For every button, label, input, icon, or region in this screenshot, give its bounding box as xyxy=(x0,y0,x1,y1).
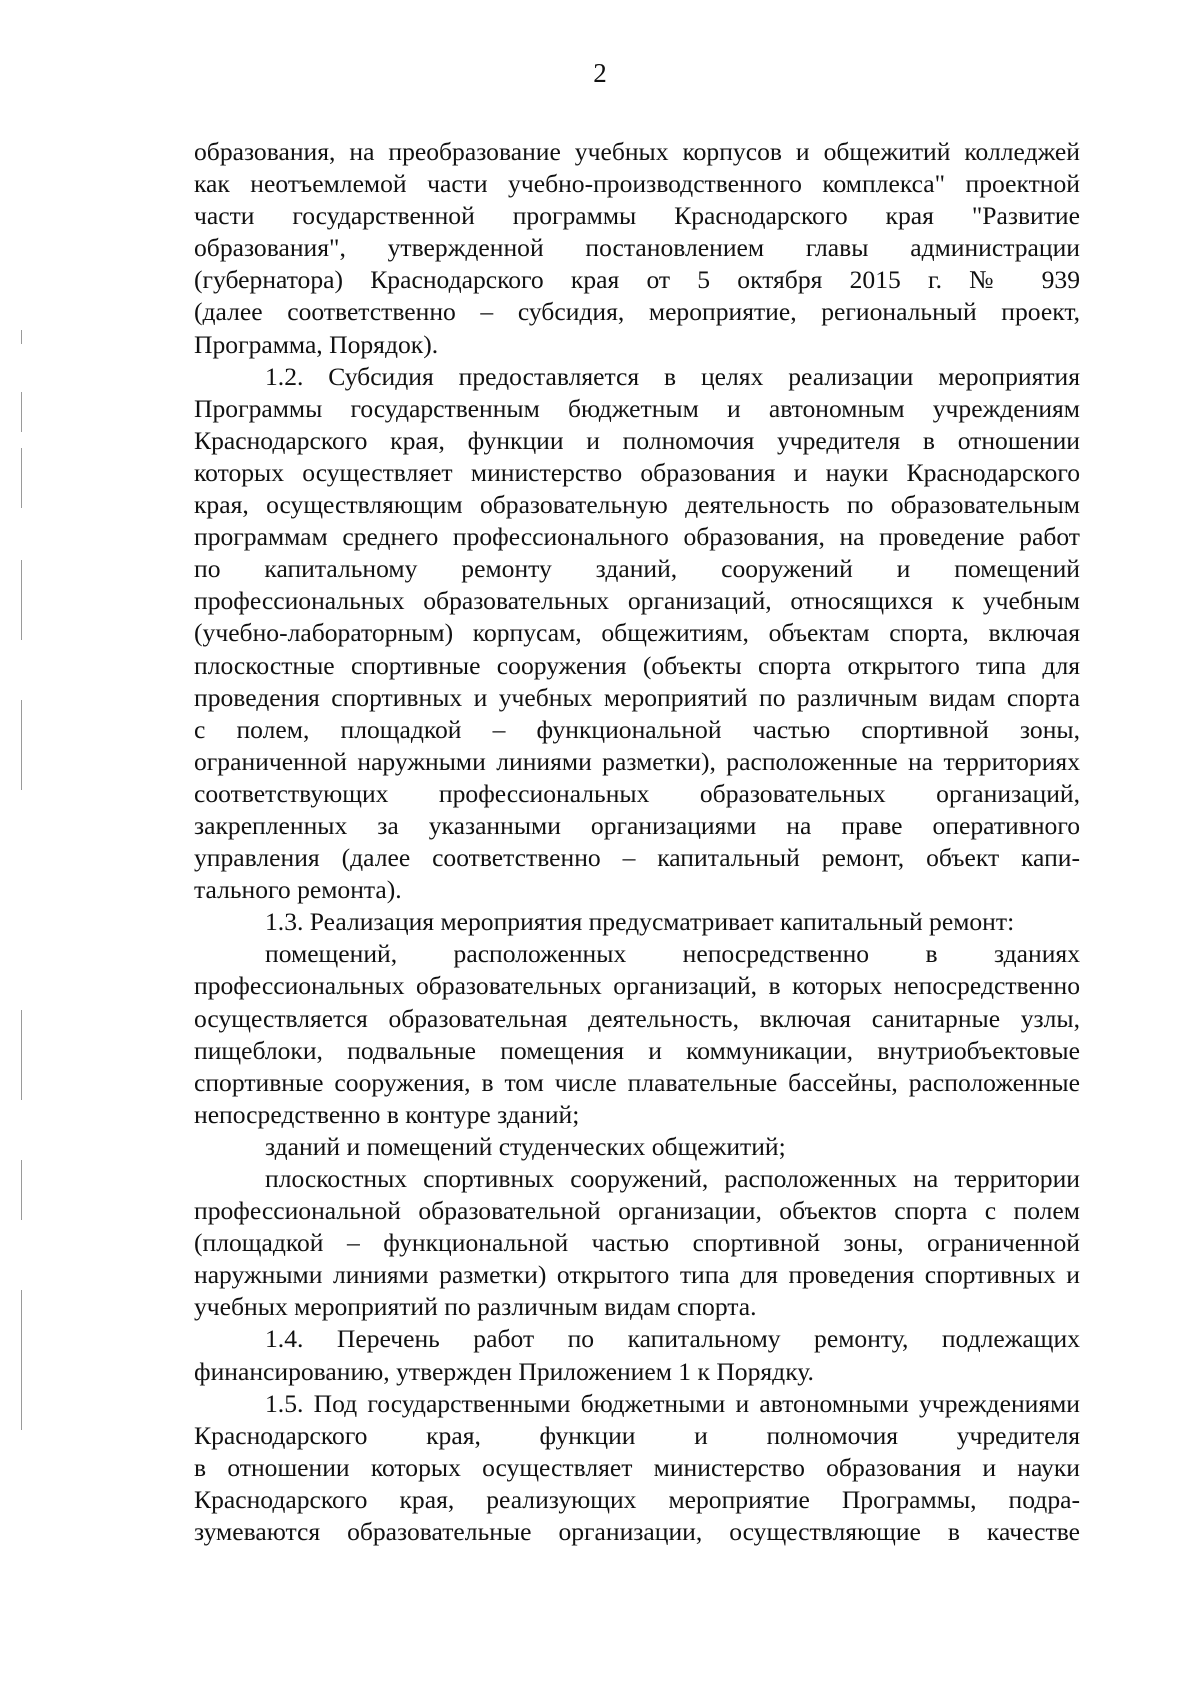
page-number: 2 xyxy=(593,58,607,88)
scan-margin-mark xyxy=(21,1010,22,1100)
text-line: с полем, площадкой – функциональной частью спортивной зоны, xyxy=(194,714,1080,744)
text-line: профессиональных образовательных организаций, в которых непосредственно xyxy=(194,971,1080,1001)
text-line: программам среднего профессионального образования, на проведение работ xyxy=(194,522,1080,552)
text-line: непосредственно в контуре зданий; xyxy=(194,1099,580,1129)
scan-margin-mark xyxy=(21,330,22,344)
text-line: наружными линиями разметки) открытого типа для проведения спортивных и xyxy=(194,1260,1080,1290)
text-line: Программы государственным бюджетным и автономным учреждениям xyxy=(194,393,1080,423)
scan-margin-mark xyxy=(21,1290,22,1430)
text-line: образования, на преобразование учебных корпусов и общежитий колледжей xyxy=(194,137,1080,166)
text-line: (губернатора) Краснодарского края от 5 октября 2015 г. № 939 xyxy=(194,265,1080,295)
text-line: края, осуществляющим образовательную деятельность по образовательным xyxy=(194,490,1080,520)
text-line: учебных мероприятий по различным видам спорта. xyxy=(194,1292,757,1322)
text-line: Краснодарского края, реализующих мероприятие Программы, подра- xyxy=(194,1484,1080,1514)
text-line: пищеблоки, подвальные помещения и коммуникации, внутриобъектовые xyxy=(194,1035,1080,1065)
text-line: Краснодарского края, функции и полномочия учредителя в отношении xyxy=(194,425,1080,455)
text-line: соответствующих профессиональных образовательных организаций, xyxy=(194,778,1080,808)
text-line: которых осуществляет министерство образования и науки Краснодарского xyxy=(194,457,1080,487)
text-line: плоскостные спортивные сооружения (объекты спорта открытого типа для xyxy=(194,650,1080,680)
text-line: как неотъемлемой части учебно-производственного комплекса" проектной xyxy=(194,169,1080,199)
text-line: закрепленных за указанными организациями на праве оперативного xyxy=(194,810,1080,840)
text-line: (учебно-лабораторным) корпусам, общежитиям, объектам спорта, включая xyxy=(194,618,1080,648)
text-line: помещений, расположенных непосредственно в зданиях xyxy=(265,939,1080,969)
text-line: ограниченной наружными линиями разметки), расположенные на территориях xyxy=(194,746,1080,776)
text-line: (площадкой – функциональной частью спортивной зоны, ограниченной xyxy=(194,1228,1080,1258)
text-line: 1.4. Перечень работ по капитальному ремонту, подлежащих xyxy=(265,1324,1080,1354)
text-line: 1.3. Реализация мероприятия предусматривает капитальный ремонт: xyxy=(265,907,1015,937)
text-line: 1.5. Под государственными бюджетными и автономными учреждениями xyxy=(265,1388,1080,1418)
text-line: по капитальному ремонту зданий, сооружений и помещений xyxy=(194,554,1080,584)
text-line: (далее соответственно – субсидия, мероприятие, региональный проект, xyxy=(194,297,1080,327)
text-line: профессиональных образовательных организаций, относящихся к учебным xyxy=(194,586,1080,616)
text-line: образования", утвержденной постановлением главы администрации xyxy=(194,233,1080,263)
text-line: проведения спортивных и учебных мероприятий по различным видам спорта xyxy=(194,682,1080,712)
document-body xyxy=(194,136,1080,1548)
text-line: 1.2. Субсидия предоставляется в целях реализации мероприятия xyxy=(265,361,1080,391)
text-line: финансированию, утвержден Приложением 1 к Порядку. xyxy=(194,1356,814,1386)
scan-margin-mark xyxy=(21,700,22,790)
scan-margin-mark xyxy=(21,1160,22,1220)
text-line: тального ремонта). xyxy=(194,875,402,905)
text-line: Программа, Порядок). xyxy=(194,329,439,359)
scan-margin-mark xyxy=(21,560,22,640)
text-line: зумеваются образовательные организации, осуществляющие в качестве xyxy=(194,1517,1080,1547)
text-line: зданий и помещений студенческих общежитий; xyxy=(265,1131,786,1161)
text-line: плоскостных спортивных сооружений, расположенных на территории xyxy=(265,1164,1080,1193)
scan-margin-mark xyxy=(21,392,22,432)
text-line: спортивные сооружения, в том числе плавательные бассейны, расположенные xyxy=(194,1067,1080,1097)
text-line: профессиональной образовательной организации, объектов спорта с полем xyxy=(194,1196,1080,1226)
text-line: Краснодарского края, функции и полномочия учредителя xyxy=(194,1420,1080,1450)
text-line: части государственной программы Краснодарского края "Развитие xyxy=(194,201,1080,231)
text-line: управления (далее соответственно – капитальный ремонт, объект капи- xyxy=(194,843,1080,873)
text-line: осуществляется образовательная деятельность, включая санитарные узлы, xyxy=(194,1003,1080,1033)
scan-margin-mark xyxy=(21,448,22,508)
text-line: в отношении которых осуществляет министерство образования и науки xyxy=(194,1452,1080,1482)
